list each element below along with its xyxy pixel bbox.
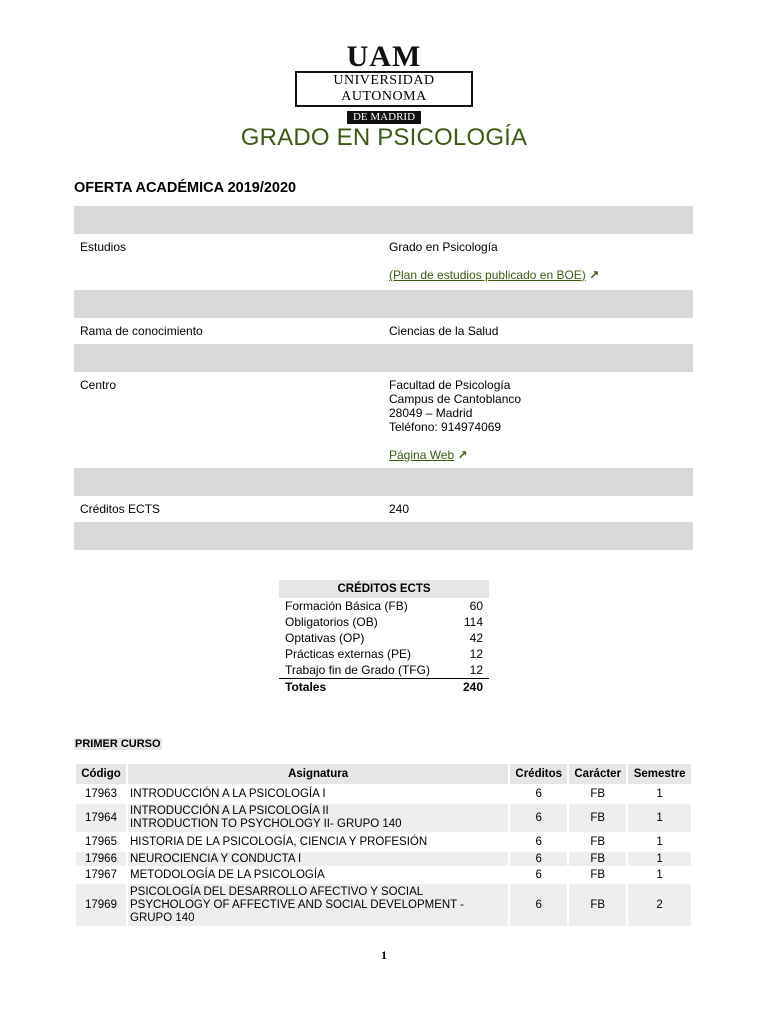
centro-line: Campus de Cantoblanco	[389, 392, 522, 406]
credits-row	[279, 662, 489, 679]
course-semester: 1	[628, 804, 691, 832]
course-name: PSICOLOGÍA DEL DESARROLLO AFECTIVO Y SOCIAL PSYCHOLOGY OF AFFECTIVE AND SOCIAL DEVELOPMENT - GRUPO 140	[128, 884, 508, 926]
boe-link[interactable]: (Plan de estudios publicado en BOE)	[389, 268, 586, 282]
course-credits: 6	[510, 804, 567, 832]
courses-table	[74, 762, 693, 928]
credits-row-label: Formación Básica (FB)	[285, 599, 408, 613]
course-type: FB	[569, 804, 626, 832]
centro-row	[74, 372, 693, 468]
course-semester: 1	[656, 835, 663, 848]
course-type: FB	[569, 884, 626, 926]
page-number: 1	[381, 948, 387, 962]
table-row	[76, 868, 691, 882]
logo-top-text: UAM	[346, 40, 422, 73]
credits-total-value: 240	[453, 679, 489, 696]
course-credits: 6	[535, 835, 542, 848]
credits-header: CRÉDITOS ECTS	[279, 580, 489, 598]
info-bar	[74, 522, 693, 550]
course-semester: 2	[628, 884, 691, 926]
course-name: METODOLOGÍA DE LA PSICOLOGÍA	[130, 868, 325, 881]
course-credits: 6	[535, 787, 542, 800]
external-link-icon: ↗	[589, 268, 600, 282]
table-row	[76, 786, 691, 802]
centro-label: Centro	[80, 378, 117, 392]
logo-bottom-text: DE MADRID	[347, 111, 421, 124]
course-code: 17964	[76, 804, 126, 832]
course-type: FB	[569, 852, 626, 866]
course-code: 17967	[85, 868, 117, 881]
course-name: NEUROCIENCIA Y CONDUCTA I	[128, 852, 508, 866]
course-credits: 6	[510, 852, 567, 866]
creditos-row	[74, 496, 693, 522]
table-row	[76, 804, 691, 832]
info-table	[74, 206, 693, 550]
course-semester: 1	[656, 787, 663, 800]
credits-row	[279, 598, 489, 614]
credits-row-label: Obligatorios (OB)	[285, 615, 378, 629]
col-header-code: Código	[76, 764, 126, 784]
credits-row	[279, 614, 489, 630]
info-bar	[74, 290, 693, 318]
rama-label: Rama de conocimiento	[80, 324, 203, 338]
credits-row	[279, 630, 489, 646]
credits-row-value: 12	[469, 663, 483, 677]
credits-table	[279, 580, 489, 695]
col-header-credits: Créditos	[510, 764, 567, 784]
credits-row	[279, 646, 489, 662]
centro-line: Teléfono: 914974069	[389, 420, 502, 434]
course-credits: 6	[535, 868, 542, 881]
course-type: FB	[590, 835, 606, 848]
centro-line: Facultad de Psicología	[389, 378, 511, 392]
rama-row	[74, 318, 693, 344]
course-code: 17969	[76, 884, 126, 926]
logo-middle-text: UNIVERSIDAD AUTONOMA	[295, 71, 473, 107]
estudios-row	[74, 234, 693, 288]
page-title: GRADO EN PSICOLOGÍA	[240, 124, 528, 151]
table-row	[76, 884, 691, 926]
credits-row-value: 42	[469, 631, 483, 645]
credits-total-label: Totales	[279, 679, 453, 696]
estudios-label: Estudios	[80, 240, 127, 254]
courses-header-row	[76, 764, 691, 784]
info-bar	[74, 206, 693, 234]
offer-title: OFERTA ACADÉMICA 2019/2020	[74, 180, 297, 196]
credits-row-value: 12	[469, 647, 483, 661]
rama-value: Ciencias de la Salud	[389, 324, 499, 338]
credits-row-label: Prácticas externas (PE)	[285, 647, 412, 661]
col-header-subject: Asignatura	[128, 764, 508, 784]
table-row	[76, 852, 691, 866]
estudios-value: Grado en Psicología	[389, 240, 498, 254]
course-name: INTRODUCCIÓN A LA PSICOLOGÍA I	[130, 787, 326, 800]
course-code: 17965	[85, 835, 117, 848]
course-code: 17963	[85, 787, 117, 800]
centro-line: 28049 – Madrid	[389, 406, 473, 420]
credits-total-row	[279, 679, 489, 696]
uam-logo	[293, 40, 475, 123]
course-code: 17966	[76, 852, 126, 866]
course-section-title: PRIMER CURSO	[75, 738, 161, 750]
course-name: HISTORIA DE LA PSICOLOGÍA, CIENCIA Y PROFESIÓN	[130, 835, 428, 848]
info-bar	[74, 344, 693, 372]
credits-row-label: Trabajo fin de Grado (TFG)	[285, 663, 430, 677]
table-row	[76, 834, 691, 850]
course-type: FB	[590, 868, 606, 881]
external-link-icon: ↗	[457, 448, 468, 462]
creditos-label: Créditos ECTS	[80, 502, 161, 516]
course-name: INTRODUCCIÓN A LA PSICOLOGÍA II INTRODUCTION TO PSYCHOLOGY II- GRUPO 140	[128, 804, 508, 832]
web-link[interactable]: Página Web	[389, 448, 455, 462]
credits-row-value: 60	[469, 599, 483, 613]
course-credits: 6	[510, 884, 567, 926]
course-type: FB	[590, 787, 606, 800]
course-semester: 1	[628, 852, 691, 866]
course-semester: 1	[656, 868, 663, 881]
creditos-value: 240	[389, 502, 410, 516]
credits-row-label: Optativas (OP)	[285, 631, 365, 645]
col-header-semester: Semestre	[628, 764, 691, 784]
credits-row-value: 114	[463, 615, 483, 629]
col-header-type: Carácter	[569, 764, 626, 784]
info-bar	[74, 468, 693, 496]
